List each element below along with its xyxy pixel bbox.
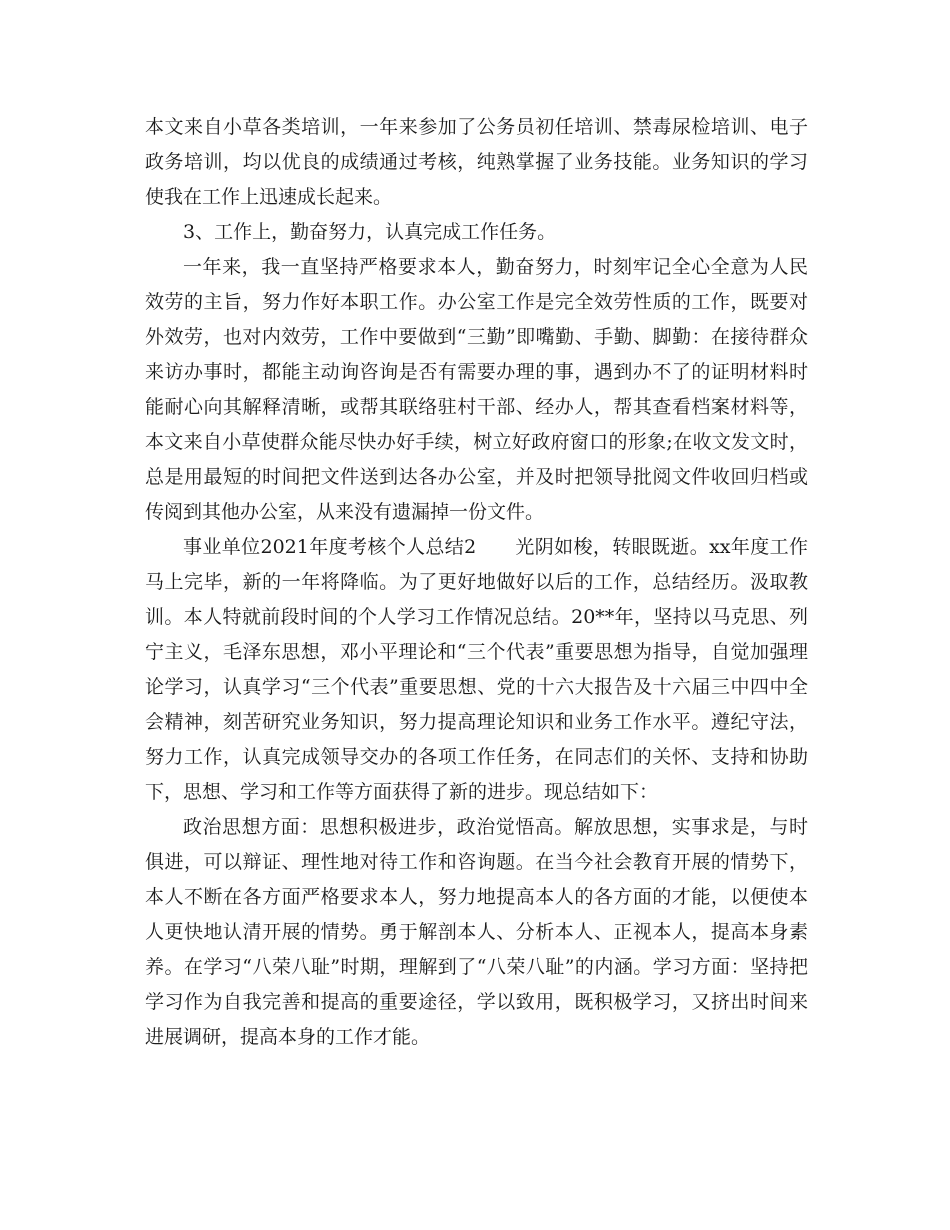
paragraph-training: 本文来自小草各类培训，一年来参加了公务员初任培训、禁毒尿检培训、电子政务培训，均以优良的成绩通过考核，纯熟掌握了业务技能。业务知识的学习使我在工作上迅速成长起来。 [145,116,808,208]
paragraph-heading-work: 3、工作上，勤奋努力，认真完成工作任务。 [183,221,557,243]
paragraph-service: 一年来，我一直坚持严格要求本人，勤奋努力，时刻牢记全心全意为人民效劳的主旨，努力作好本职工作。办公室工作是完全效劳性质的工作，既要对外效劳，也对内效劳，工作中要做到“三勤”即嘴勤、手勤、脚勤：在接待群众来访办事时，都能主动询咨询是否有需要办理的事，遇到办不了的证明材料时能耐心向其解释清晰，或帮其联络驻村干部、经办人，帮其查看档案材料等，本文来自小草使群众能尽快办好手续，树立好政府窗口的形象;在收文发文时，总是用最短的时间把文件送到达各办公室，并及时把领导批阅文件收回归档或传阅到其他办公室，从来没有遗漏掉一份文件。 [145,256,808,523]
paragraph-political: 政治思想方面：思想积极进步，政治觉悟高。解放思想，实事求是，与时俱进，可以辩证、理性地对待工作和咨询题。在当今社会教育开展的情势下，本人不断在各方面严格要求本人，努力地提高本人的各方面的才能，以便使本人更快地认清开展的情势。勇于解剖本人、分析本人、正视本人，提高本身素养。在学习“八荣八耻”时期，理解到了“八荣八耻”的内涵。学习方面：坚持把学习作为自我完善和提高的重要途径，学以致用，既积极学习，又挤出时间来进展调研，提高本身的工作才能。 [145,816,808,1048]
paragraph-summary-2: 事业单位2021年度考核个人总结2 光阴如梭，转眼既逝。xx年度工作马上完毕，新的一年将降临。为了更好地做好以后的工作，总结经历。汲取教训。本人特就前段时间的个人学习工作情况总结。20**年，坚持以马克思、列宁主义，毛泽东思想，邓小平理论和“三个代表”重要思想为指导，自觉加强理论学习，认真学习“三个代表”重要思想、党的十六大报告及十六届三中四中全会精神，刻苦研究业务知识，努力提高理论知识和业务工作水平。遵纪守法，努力工作，认真完成领导交办的各项工作任务，在同志们的关怀、支持和协助下，思想、学习和工作等方面获得了新的进步。现总结如下： [145,536,808,803]
